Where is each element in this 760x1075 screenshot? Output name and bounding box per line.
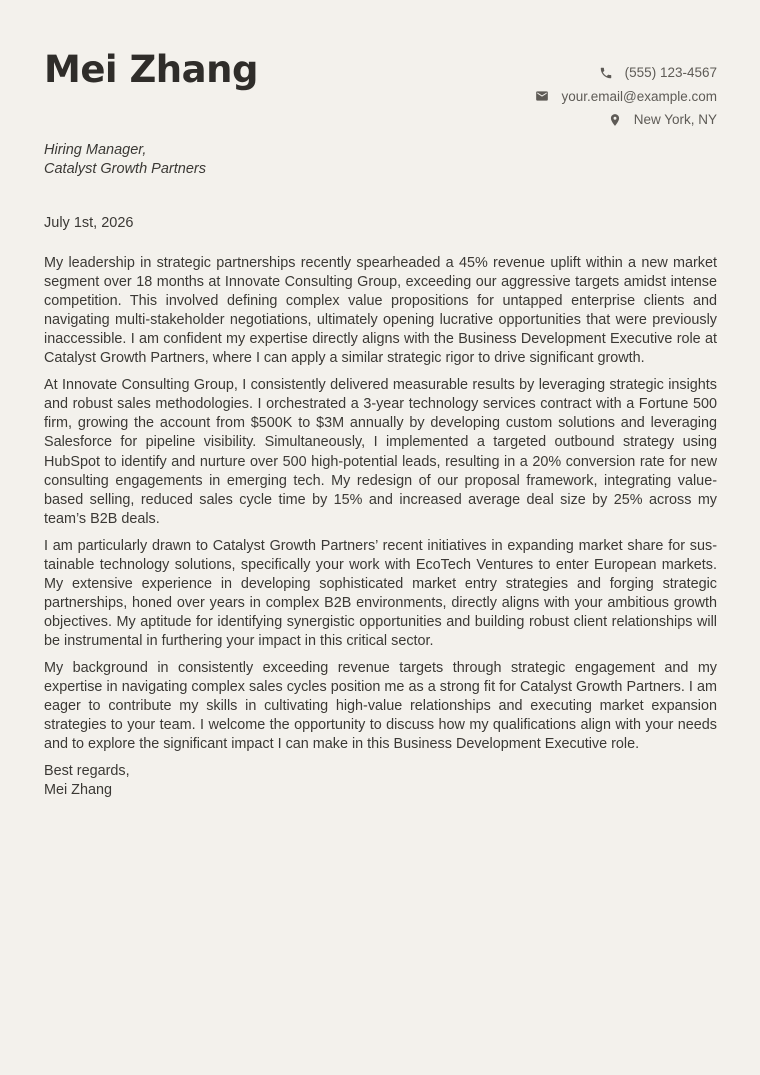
body-paragraph: My leadership in strategic partnerships recently spearheaded a 45% revenue uplift within a new market segment over 18 months at Innovate Consulting Group, exceeding our aggressive targets amidst intense competition. This involved defining complex value propositions for untapped enterprise clients and navigating multi-stakeholder negotiations, ultimately opening lucrative opportunities that were previously inaccessible. I am confident my expertise directly aligns with the Business Development Executive role at Catalyst Growth Partners, where I can apply a similar strategic rigor to drive significant growth. [44,255,717,367]
phone-icon [599,66,613,80]
contact-phone [535,61,717,85]
contact-location [535,108,717,132]
contact-email [535,85,717,109]
location-text: New York, NY [633,112,717,128]
phone-text: (555) 123-4567 [624,65,717,81]
closing-signature: Mei Zhang [44,781,112,798]
body-paragraph: I am particularly drawn to Catalyst Growth Partners’ recent initiatives in expanding market share for sustainable technology solutions, specifically your work with EcoTech Ventures to enter European markets. My extensive experience in developing sophisticated market entry strategies and forging strategic partnerships, honed over years in complex B2B environments, directly aligns with your ambitious growth objectives. My aptitude for identifying synergistic opportunities and building robust client relationships will be instrumental in furthering your impact in this critical sector. [44,537,717,649]
closing-salutation: Best regards, [44,762,130,779]
body-paragraph: At Innovate Consulting Group, I consistently delivered measurable results by leveraging strategic insights and robust sales methodologies. I orchestrated a 3-year technology services contract with a Fortune 500 firm, growing the account from $500K to $3M annually by developing custom solutions and leveraging Salesforce for pipeline visibility. Simultaneously, I implemented a targeted outbound strategy using HubSpot to identify and nurture over 500 high-potential leads, resulting in a 20% conversion rate for new consulting engagements in emerging tech. My redesign of our proposal framework, integrating value-based selling, reduced sales cycle time by 15% and increased average deal size by 25% across my team’s B2B deals. [44,377,717,527]
map-pin-icon [608,113,622,127]
letter-body [44,254,717,800]
recipient-title: Hiring Manager, [44,142,147,158]
contact-info [535,61,717,132]
recipient-company: Catalyst Growth Partners [44,161,206,177]
body-paragraph: My background in consistently exceeding revenue targets through strategic engagement and my expertise in navigating complex sales cycles position me as a strong fit for Catalyst Growth Partners. I am eager to contribute my skills in cultivating high-value relationships and executing market expansion strategies to your team. I welcome the opportunity to discuss how my qualifications align with your needs and to explore the significant impact I can make in this Business Development Executive role. [44,659,717,753]
letter-date: July 1st, 2026 [44,215,134,231]
recipient-block [44,141,206,179]
envelope-icon [535,89,549,103]
letter-closing [44,762,717,800]
email-text: your.email@example.com [561,88,717,104]
applicant-name: Mei Zhang [44,48,258,91]
